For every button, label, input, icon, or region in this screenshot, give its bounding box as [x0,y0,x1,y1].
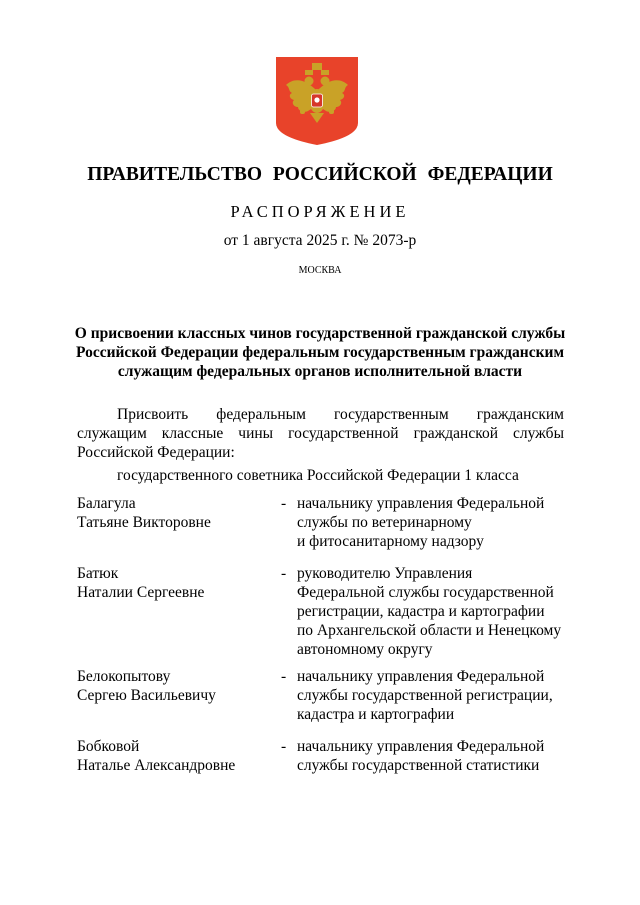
position-line: кадастра и картографии [297,706,455,723]
entry-dash: - [281,565,287,582]
appointee-surname: Бобковой [77,738,140,755]
position-line: Федеральной службы государственной [297,584,554,601]
heading-line: О присвоении классных чинов государственной гражданской службы [74,325,566,342]
appointee-name [77,564,277,602]
position-line: начальнику управления Федеральной [297,495,545,512]
position-line: и фитосанитарному надзору [297,533,484,550]
appointee-position [297,667,572,724]
coat-of-arms-emblem-icon [276,57,358,145]
appointee-surname: Белокопытову [77,668,171,685]
position-line: начальнику управления Федеральной [297,738,545,755]
position-line: автономному округу [297,641,433,658]
appointee-position [297,737,572,775]
entry-dash: - [281,738,287,755]
position-line: службы по ветеринарному [297,514,472,531]
heading-line: Российской Федерации федеральным государственным гражданским [75,344,564,361]
appointee-position [297,494,572,551]
appointee-given-name: Татьяне Викторовне [77,514,211,531]
body-intro-paragraph: Присвоить федеральным государственным гражданским служащим классные чины государственной гражданской службы Российской Федерации: [77,406,564,461]
appointee-given-name: Наталье Александровне [77,757,236,774]
position-line: службы государственной статистики [297,757,540,774]
appointee-name [77,667,277,705]
document-city: МОСКВА [298,265,342,276]
position-line: руководителю Управления [297,565,473,582]
appointee-surname: Батюк [77,565,119,582]
appointee-name [77,737,277,775]
government-title: ПРАВИТЕЛЬСТВО РОССИЙСКОЙ ФЕДЕРАЦИИ [87,164,553,185]
position-line: службы государственной регистрации, [297,687,553,704]
position-line: регистрации, кадастра и картографии [297,603,545,620]
rank-title: государственного советника Российской Федерации 1 класса [117,467,519,484]
document-type: РАСПОРЯЖЕНИЕ [230,202,410,221]
appointee-surname: Балагула [77,495,136,512]
appointee-position [297,564,572,659]
entry-dash: - [281,495,287,512]
document-date-number: от 1 августа 2025 г. № 2073-р [223,232,417,249]
appointee-name [77,494,277,532]
appointee-given-name: Сергею Васильевичу [77,687,216,704]
heading-line: служащим федеральных органов исполнительной власти [117,363,523,380]
position-line: начальнику управления Федеральной [297,668,545,685]
position-line: по Архангельской области и Ненецкому [297,622,562,639]
entry-dash: - [281,668,287,685]
document-heading [70,324,570,381]
appointee-given-name: Наталии Сергеевне [77,584,205,601]
